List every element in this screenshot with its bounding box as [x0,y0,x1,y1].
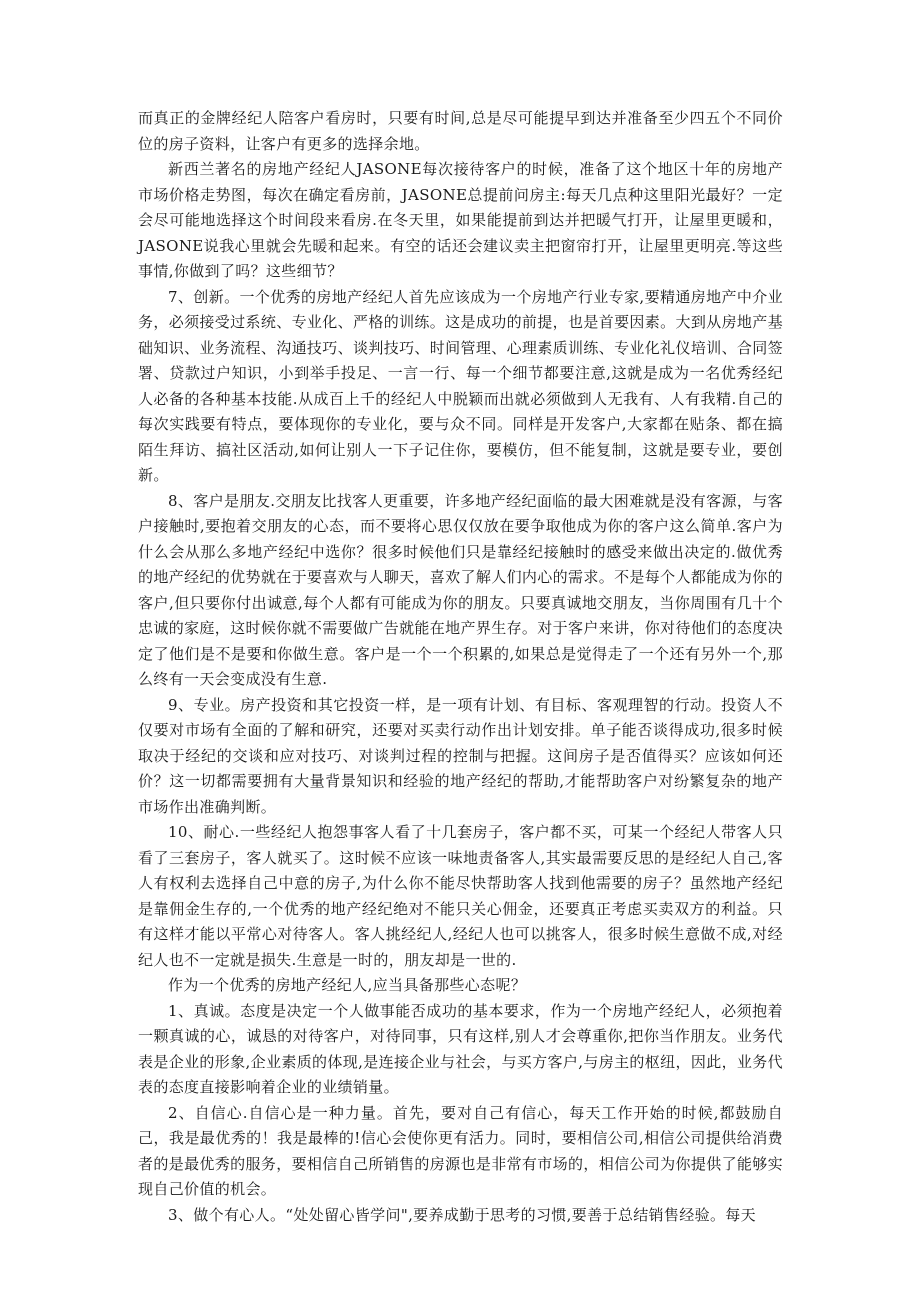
document-body [138,106,783,1228]
paragraph-2: 新西兰著名的房地产经纪人JASONE每次接待客户的时候，准备了这个地区十年的房地产市场价格走势图，每次在确定看房前，JASONE总提前问房主:每天几点种这里阳光最好？一定会尽可能地选择这个时间段来看房.在冬天里，如果能提前到达并把暖气打开，让屋里更暖和，JASONE说我心里就会先暖和起来。有空的话还会建议卖主把窗帘打开，让屋里更明亮.等这些事情,你做到了吗？这些细节？ [138,160,783,280]
paragraph-7: 作为一个优秀的房地产经纪人,应当具备那些心态呢？ [168,976,527,994]
paragraph-6: 10、耐心.一些经纪人抱怨事客人看了十几套房子，客户都不买，可某一个经纪人带客人只看了三套房子，客人就买了。这时候不应该一味地责备客人,其实最需要反思的是经纪人自己,客人有权利去选择自己中意的房子,为什么你不能尽快帮助客人找到他需要的房子？虽然地产经纪是靠佣金生存的,一个优秀的地产经纪绝对不能只关心佣金，还要真正考虑买卖双方的利益。只有这样才能以平常心对待客人。客人挑经纪人,经纪人也可以挑客人，很多时候生意做不成,对经纪人也不一定就是损失.生意是一时的，朋友却是一世的. [138,823,783,969]
paragraph-4: 8、客户是朋友.交朋友比找客人更重要，许多地产经纪面临的最大困难就是没有客源，与客户接触时,要抱着交朋友的心态，而不要将心思仅仅放在要争取他成为你的客户这么简单.客户为什么会从那么多地产经纪中选你？很多时候他们只是靠经纪接触时的感受来做出决定的.做优秀的地产经纪的优势就在于要喜欢与人聊天，喜欢了解人们内心的需求。不是每个人都能成为你的客户,但只要你付出诚意,每个人都有可能成为你的朋友。只要真诚地交朋友，当你周围有几十个忠诚的家庭，这时候你就不需要做广告就能在地产界生存。对于客户来讲，你对待他们的态度决定了他们是不是要和你做生意。客户是一个一个积累的,如果总是觉得走了一个还有另外一个,那么终有一天会变成没有生意. [138,491,783,688]
paragraph-3: 7、创新。一个优秀的房地产经纪人首先应该成为一个房地产行业专家,要精通房地产中介业务，必须接受过系统、专业化、严格的训练。这是成功的前提，也是首要因素。大到从房地产基础知识、业务流程、沟通技巧、谈判技巧、时间管理、心理素质训练、专业化礼仪培训、合同签署、贷款过户知识，小到举手投足、一言一行、每一个细节都要注意,这就是成为一名优秀经纪人必备的各种基本技能.从成百上千的经纪人中脱颖而出就必须做到人无我有、人有我精.自己的每次实践要有特点，要体现你的专业化，要与众不同。同样是开发客户,大家都在贴条、都在搞陌生拜访、搞社区活动,如何让别人一下子记住你，要模仿，但不能复制，这就是要专业，要创新。 [138,287,783,484]
paragraph-9: 2、自信心.自信心是一种力量。首先，要对自己有信心，每天工作开始的时候,都鼓励自己，我是最优秀的！我是最棒的!信心会使你更有活力。同时，要相信公司,相信公司提供给消费者的是最优秀的服务，要相信自己所销售的房源也是非常有市场的，相信公司为你提供了能够实现自己价值的机会。 [138,1103,783,1198]
paragraph-10: 3、做个有心人。“处处留心皆学问",要养成勤于思考的习惯,要善于总结销售经验。每天 [168,1205,757,1224]
paragraph-5: 9、专业。房产投资和其它投资一样，是一项有计划、有目标、客观理智的行动。投资人不仅要对市场有全面的了解和研究，还要对买卖行动作出计划安排。单子能否谈得成功,很多时候取决于经纪的交谈和应对技巧、对谈判过程的控制与把握。这间房子是否值得买？应该如何还价？这一切都需要拥有大量背景知识和经验的地产经纪的帮助,才能帮助客户对纷繁复杂的地产市场作出准确判断。 [138,695,783,816]
paragraph-8: 1、真诚。态度是决定一个人做事能否成功的基本要求，作为一个房地产经纪人，必须抱着一颗真诚的心，诚恳的对待客户，对待同事，只有这样,别人才会尊重你,把你当作朋友。业务代表是企业的形象,企业素质的体现,是连接企业与社会，与买方客户,与房主的枢纽，因此，业务代表的态度直接影响着企业的业绩销量。 [138,1001,783,1096]
paragraph-1: 而真正的金牌经纪人陪客户看房时，只要有时间,总是尽可能提早到达并准备至少四五个不同价位的房子资料，让客户有更多的选择余地。 [138,109,783,153]
